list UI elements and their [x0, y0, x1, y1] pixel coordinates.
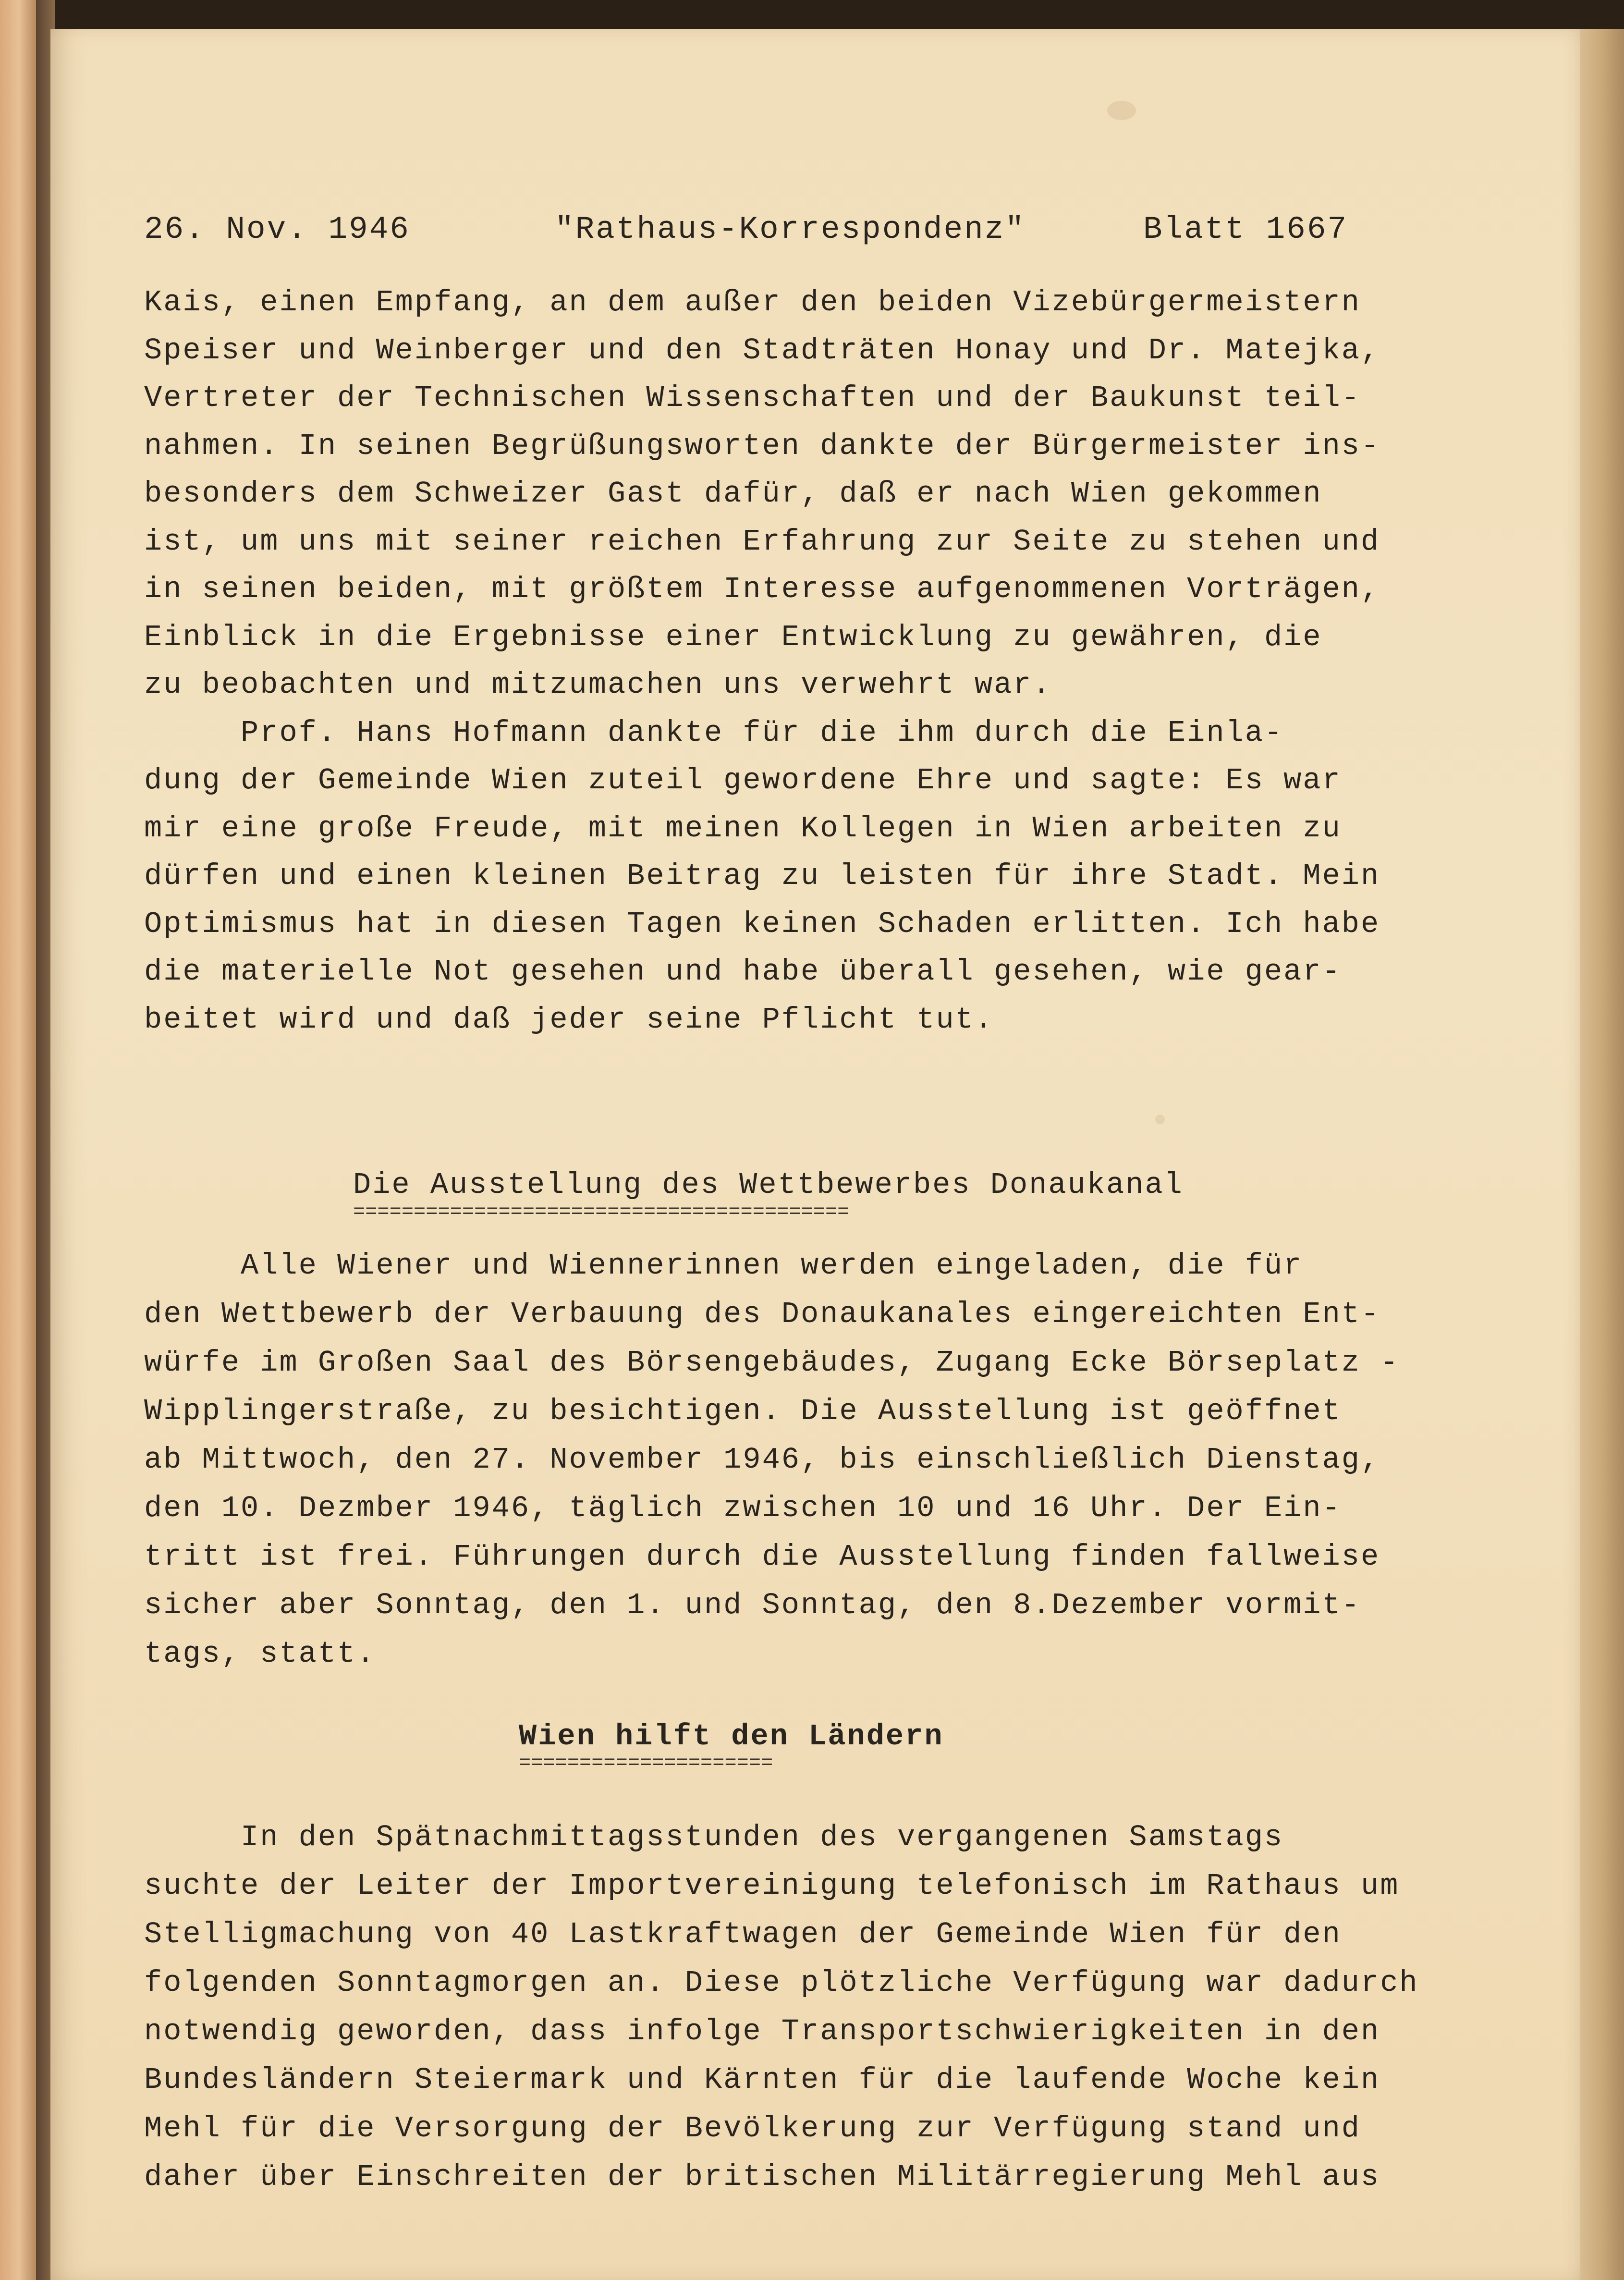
section1-line: nahmen. In seinen Begrüßungsworten dankte der Bürgermeister ins-	[144, 429, 1380, 463]
scan-background-top	[0, 0, 1624, 29]
section1-line: zu beobachten und mitzumachen uns verwehrt war.	[144, 668, 1052, 702]
section1-line: beitet wird und daß jeder seine Pflicht tut.	[144, 1002, 994, 1037]
section1-line: die materielle Not gesehen und habe überall gesehen, wie gear-	[144, 955, 1342, 989]
section3-line: daher über Einschreiten der britischen Militärregierung Mehl aus	[144, 2160, 1380, 2194]
page-stack-edge	[1580, 29, 1624, 2280]
section3-line: Bundesländern Steiermark und Kärnten für die laufende Woche kein	[144, 2063, 1380, 2097]
section3-line: notwendig geworden, dass infolge Transportschwierigkeiten in den	[144, 2014, 1380, 2048]
paper-stain	[1155, 1115, 1165, 1124]
paper-stain	[1107, 101, 1136, 120]
section1-line: Optimismus hat in diesen Tagen keinen Schaden erlitten. Ich habe	[144, 907, 1380, 941]
section1-line: Einblick in die Ergebnisse einer Entwicklung zu gewähren, die	[144, 620, 1322, 654]
section1-line: in seinen beiden, mit größtem Interesse aufgenommenen Vorträgen,	[144, 572, 1380, 606]
section2-line: Wipplingerstraße, zu besichtigen. Die Ausstellung ist geöffnet	[144, 1394, 1342, 1428]
header-publication: "Rathaus-Korrespondenz"	[555, 211, 1026, 247]
section1-line: Kais, einen Empfang, an dem außer den beiden Vizebürgermeistern	[144, 285, 1361, 319]
section3-line: Stelligmachung von 40 Lastkraftwagen der Gemeinde Wien für den	[144, 1917, 1342, 1951]
header-date: 26. Nov. 1946	[144, 211, 410, 247]
section-3-heading: Wien hilft den Ländern	[519, 1719, 944, 1753]
section-3-underline: =====================	[519, 1753, 773, 1773]
section-2-heading: Die Ausstellung des Wettbewerbes Donaukanal	[353, 1168, 1184, 1202]
section3-line: Mehl für die Versorgung der Bevölkerung zur Verfügung stand und	[144, 2111, 1361, 2145]
section1-line: dürfen und einen kleinen Beitrag zu leisten für ihre Stadt. Mein	[144, 859, 1380, 893]
header-sheet-number: Blatt 1667	[1143, 211, 1348, 247]
section2-line: Alle Wiener und Wiennerinnen werden eingeladen, die für	[144, 1249, 1303, 1283]
section1-line: Speiser und Weinberger und den Stadträten Honay und Dr. Matejka,	[144, 333, 1380, 368]
section1-line: mir eine große Freude, mit meinen Kollegen in Wien arbeiten zu	[144, 811, 1342, 846]
section2-line: den Wettbewerb der Verbauung des Donaukanales eingereichten Ent-	[144, 1297, 1380, 1331]
section1-line: dung der Gemeinde Wien zuteil gewordene Ehre und sagte: Es war	[144, 763, 1342, 797]
section1-line: Prof. Hans Hofmann dankte für die ihm durch die Einla-	[144, 715, 1284, 750]
section1-line: Vertreter der Technischen Wissenschaften und der Baukunst teil-	[144, 381, 1361, 415]
section1-line: ist, um uns mit seiner reichen Erfahrung zur Seite zu stehen und	[144, 524, 1380, 559]
section2-line: ab Mittwoch, den 27. November 1946, bis einschließlich Dienstag,	[144, 1443, 1380, 1477]
section2-line: würfe im Großen Saal des Börsengebäudes, Zugang Ecke Börseplatz -	[144, 1346, 1400, 1380]
section2-line: den 10. Dezmber 1946, täglich zwischen 10 und 16 Uhr. Der Ein-	[144, 1491, 1342, 1525]
section1-line: besonders dem Schweizer Gast dafür, daß er nach Wien gekommen	[144, 477, 1322, 511]
section2-line: sicher aber Sonntag, den 1. und Sonntag, den 8.Dezember vormit-	[144, 1588, 1361, 1622]
section-2-underline: =========================================	[353, 1202, 850, 1222]
section3-line: folgenden Sonntagmorgen an. Diese plötzliche Verfügung war dadurch	[144, 1966, 1419, 2000]
previous-page-edge	[0, 0, 36, 2280]
section3-line: suchte der Leiter der Importvereinigung telefonisch im Rathaus um	[144, 1869, 1400, 1903]
section2-line: tags, statt.	[144, 1637, 376, 1671]
section2-line: tritt ist frei. Führungen durch die Ausstellung finden fallweise	[144, 1540, 1380, 1574]
section3-line: In den Spätnachmittagsstunden des vergangenen Samstags	[144, 1820, 1284, 1854]
